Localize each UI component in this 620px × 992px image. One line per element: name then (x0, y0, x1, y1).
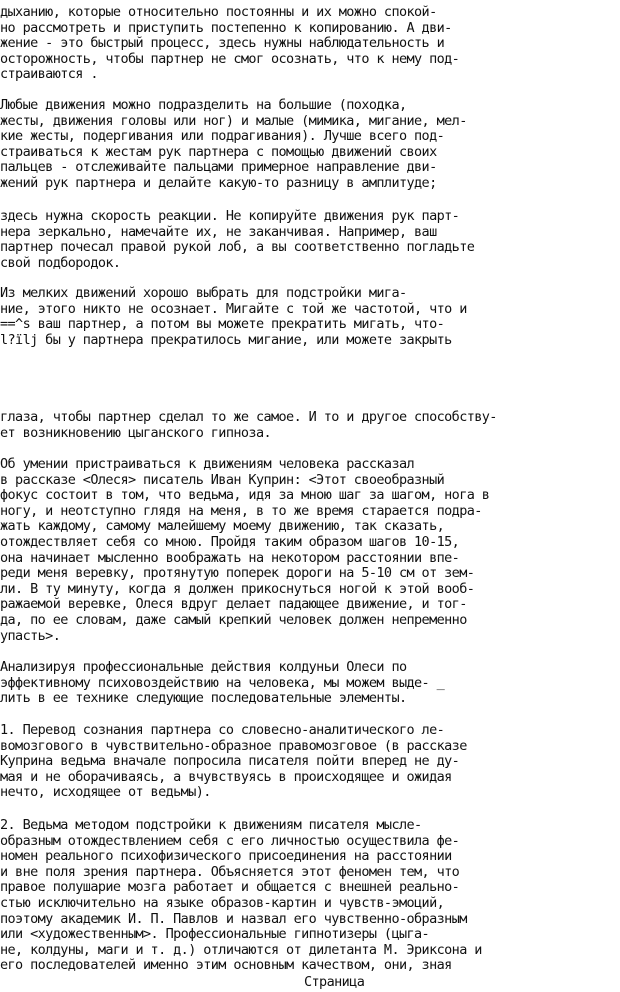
text-line: партнер почесал правой рукой лоб, а вы соответственно погладьте (0, 239, 475, 256)
text-line: она начинает мысленно воображать на некотором расстоянии впе- (0, 549, 460, 566)
page-footer-label: Страница (304, 974, 365, 990)
text-line: здесь нужна скорость реакции. Не копируйте движения рук парт- (0, 208, 460, 224)
text-line: жений рук партнера и делайте какую-то разницу в амплитуде; (0, 175, 437, 191)
text-line: мая и не оборачиваясь, а вчувствуясь в происходящее и ожидая (0, 768, 452, 785)
text-line: ==^s ваш партнер, а потом вы можете прекратить мигать, что- (0, 316, 445, 333)
text-line: образным отождествлением себя с его личностью осуществила фе- (0, 832, 460, 849)
text-line: поэтому академик И. П. Павлов и назвал его чувственно-образным (0, 910, 467, 927)
text-line: l?їlj бы у партнера прекратилось мигание, или можете закрыть (0, 331, 452, 348)
text-line: страиваются . (0, 66, 98, 83)
text-line: 1. Перевод сознания партнера со словесно-аналитического ле- (0, 722, 445, 738)
text-line: 2. Ведьма методом подстройки к движениям писателя мысле- (0, 817, 422, 833)
text-line: свой подбородок. (0, 254, 121, 271)
text-line: жение - это быстрый процесс, здесь нужны наблюдательность и (0, 35, 445, 52)
text-line: но рассмотреть и приступить постепенно к копированию. А дви- (0, 19, 452, 36)
text-line: Об умении пристраиваться к движениям человека рассказал (0, 456, 415, 472)
text-line: упасть>. (0, 627, 61, 644)
text-line: и вне поля зрения партнера. Объясняется этот феномен тем, что (0, 863, 460, 880)
text-line: осторожность, чтобы партнер не смог осознать, что к нему под- (0, 50, 460, 67)
text-line: правое полушарие мозга работает и общается с внешней реально- (0, 879, 460, 896)
text-line: номен реального психофизического присоединения на расстоянии (0, 848, 452, 865)
text-line: его последователей именно этим основным качеством, они, зная (0, 957, 452, 974)
text-line: Из мелких движений хорошо выбрать для подстройки мига- (0, 285, 407, 301)
text-line: реди меня веревку, протянутую поперек дороги на 5-10 см от зем- (0, 565, 475, 582)
text-line: ражаемой веревке, Олеся вдруг делает падающее движение, и тог- (0, 596, 467, 613)
text-line: дыханию, которые относительно постоянны и их можно спокой- (0, 4, 437, 20)
text-line: вомозгового в чувствительно-образное правомозговое (в рассказе (0, 737, 467, 754)
text-line: эффективному психовоздействию на человека, мы можем выде- _ (0, 674, 445, 691)
text-line: жесты, движения головы или ног) и малые (мимика, мигание, мел- (0, 112, 467, 129)
text-line: ногу, и неотступно глядя на меня, в то же время старается подра- (0, 502, 482, 519)
text-line: не, колдуны, маги и т. д.) отличаются от дилетанта М. Эриксона и (0, 941, 482, 958)
text-line: ние, этого никто не осознает. Мигайте с той же частотой, что и (0, 300, 467, 317)
text-line: или <художественным>. Профессиональные гипнотизеры (цыга- (0, 926, 430, 943)
text-line: Анализируя профессиональные действия колдуньи Олеси по (0, 659, 407, 675)
text-line: страиваться к жестам рук партнера с помощью движений своих (0, 143, 437, 160)
text-line: лить в ее технике следующие последовательные элементы. (0, 690, 407, 707)
text-line: отождествляет себя со мною. Пройдя таким образом шагов 10-15, (0, 534, 460, 550)
text-line: стью исключительно на языке образов-картин и чувств-эмоций, (0, 895, 445, 911)
text-line: кие жесты, подергивания или подрагивания). Лучше всего под- (0, 128, 445, 145)
text-line: жать каждому, самому малейшему моему движению, так сказать, (0, 518, 445, 535)
text-line: фокус состоит в том, что ведьма, идя за мною шаг за шагом, нога в (0, 487, 490, 504)
text-line: Куприна ведьма вначале попросила писателя пойти вперед не ду- (0, 753, 460, 770)
text-line: Любые движения можно подразделить на большие (походка, (0, 97, 407, 113)
text-line: ет возникновению цыганского гипноза. (0, 424, 271, 441)
text-line: в рассказе <Олеся> писатель Иван Куприн: <Этот своеобразный (0, 471, 452, 488)
text-line: глаза, чтобы партнер сделал то же самое. И то и другое способству- (0, 409, 497, 425)
text-line: нера зеркально, намечайте их, не заканчивая. Например, ваш (0, 223, 437, 240)
text-line: да, по ее словам, даже самый крепкий человек должен непременно (0, 612, 467, 628)
text-line: ли. В ту минуту, когда я должен прикоснуться ногой к этой вооб- (0, 580, 475, 597)
text-line: пальцев - отслеживайте пальцами примерное направление дви- (0, 159, 437, 176)
text-line: нечто, исходящее от ведьмы). (0, 784, 211, 801)
